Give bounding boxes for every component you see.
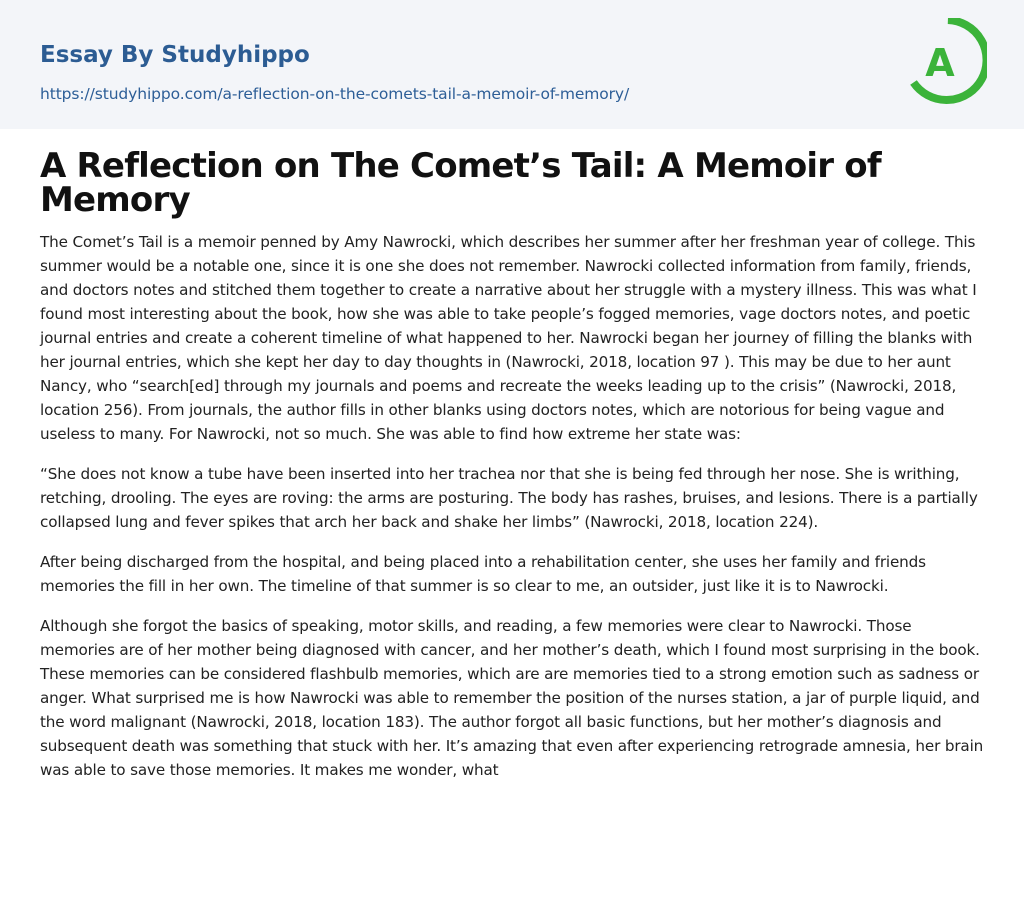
article (0, 146, 1024, 782)
paragraph-2-quote: “She does not know a tube have been inserted into her trachea nor that she is being fed through her nose. She is writhing, retching, drooling. The eyes are roving: the arms are posturing. The body has rashes, bruises, and lesions. There is a partially collapsed lung and fever spikes that arch her back and shake her limbs” (Nawrocki, 2018, location 224). (40, 465, 978, 531)
essay-url-link[interactable]: https://studyhippo.com/a-reflection-on-the-comets-tail-a-memoir-of-memory/ (40, 85, 630, 103)
studyhippo-logo-icon[interactable] (907, 18, 987, 106)
page-title: A Reflection on The Comet’s Tail: A Memoir of Memory (40, 146, 881, 220)
paragraph-1: The Comet’s Tail is a memoir penned by Amy Nawrocki, which describes her summer after her freshman year of college. This summer would be a notable one, since it is one she does not remember. Nawrocki collected information from family, friends, and doctors notes and stitched them together to create a narrative about her struggle with a mystery illness. This was what I found most interesting about the book, how she was able to take people’s fogged memories, vage doctors notes, and poetic journal entries and create a coherent timeline of what happened to her. Nawrocki began her journey of filling the blanks with her journal entries, which she kept her day to day thoughts in (Nawrocki, 2018, location 97 ). This may be due to her aunt Nancy, who “search[ed] through my journals and poems and recreate the weeks leading up to the crisis” (Nawrocki, 2018, location 256). From journals, the author fills in other blanks using doctors notes, which are notorious for being vague and useless to many. For Nawrocki, not so much. She was able to find how extreme her state was: (40, 233, 977, 443)
logo-letter: A (925, 41, 955, 85)
brand-title[interactable]: Essay By Studyhippo (40, 42, 310, 68)
site-header (0, 0, 1024, 129)
paragraph-4: Although she forgot the basics of speaking, motor skills, and reading, a few memories were clear to Nawrocki. Those memories are of her mother being diagnosed with cancer, and her mother’s death, which I found most surprising in the book. These memories can be considered flashbulb memories, which are are memories tied to a strong emotion such as sadness or anger. What surprised me is how Nawrocki was able to remember the position of the nurses station, a jar of purple liquid, and the word malignant (Nawrocki, 2018, location 183). The author forgot all basic functions, but her mother’s diagnosis and subsequent death was something that stuck with her. It’s amazing that even after experiencing retrograde amnesia, her brain was able to save those memories. It makes me wonder, what (40, 617, 984, 779)
paragraph-3: After being discharged from the hospital, and being placed into a rehabilitation center, she uses her family and friends memories the fill in her own. The timeline of that summer is so clear to me, an outsider, just like it is to Nawrocki. (40, 553, 926, 595)
